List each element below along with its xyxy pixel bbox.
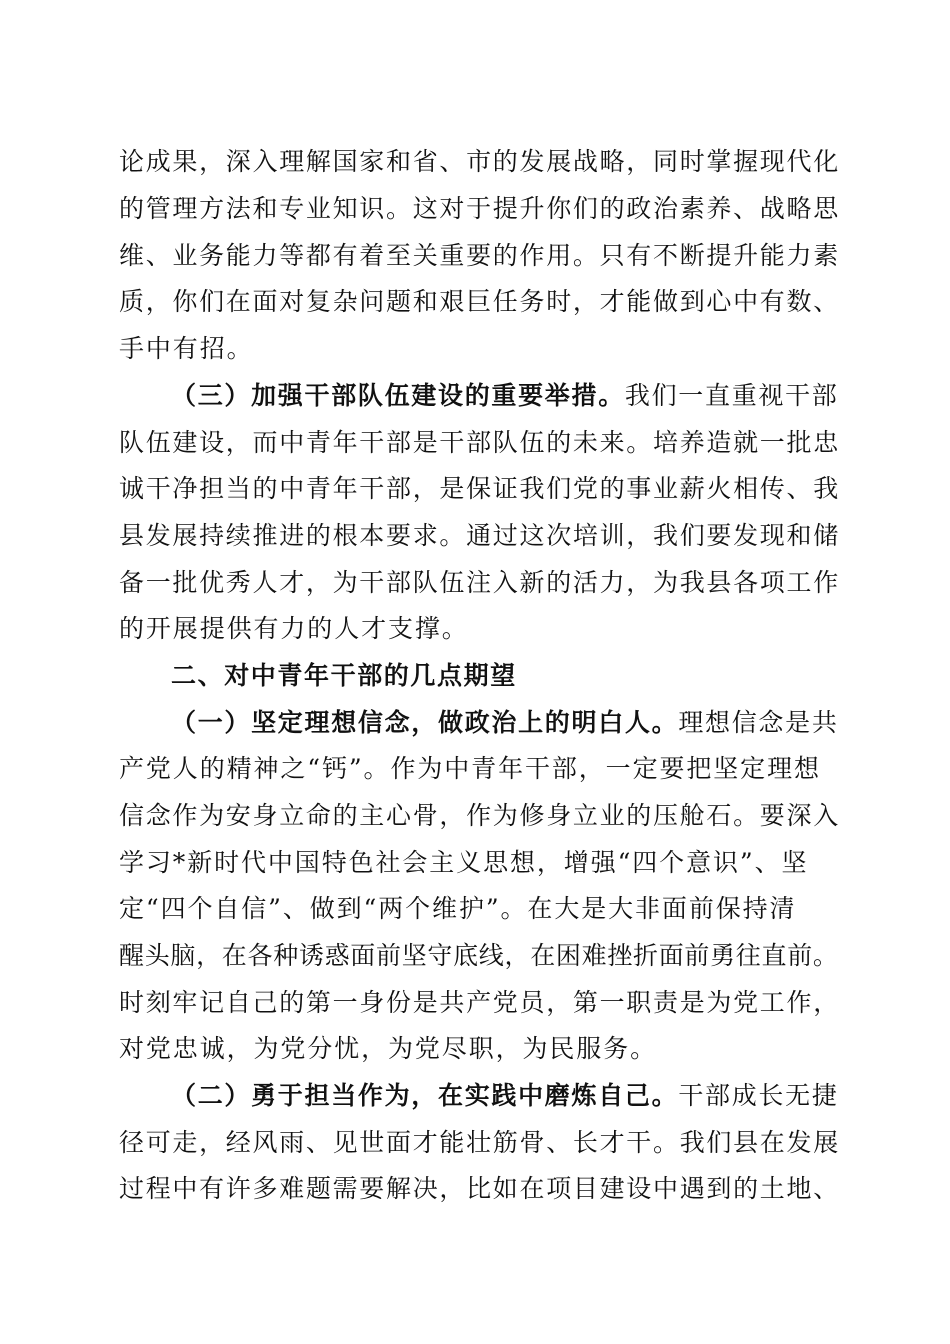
text-line: 论成果，深入理解国家和省、市的发展战略，同时掌握现代化 bbox=[119, 147, 840, 176]
text-line: 备一批优秀人才，为干部队伍注入新的活力，为我县各项工作 bbox=[119, 568, 840, 597]
text-line: 定“四个自信”、做到“两个维护”。在大是大非面前保持清 bbox=[119, 894, 797, 923]
text-line: 学习*新时代中国特色社会主义思想，增强“四个意识”、坚 bbox=[119, 848, 809, 877]
text-line: 信念作为安身立命的主心骨，作为修身立业的压舱石。要深入 bbox=[119, 801, 840, 830]
paragraph-two-first-rest: 干部成长无捷 bbox=[678, 1081, 839, 1110]
text-line: 的开展提供有力的人才支撑。 bbox=[119, 614, 469, 643]
paragraph-two-first-line bbox=[171, 1076, 839, 1116]
text-line: 径可走，经风雨、见世面才能壮筋骨、长才干。我们县在发展 bbox=[119, 1128, 840, 1157]
text-line: 诚干净担当的中青年干部，是保证我们党的事业薪火相传、我 bbox=[119, 474, 840, 503]
paragraph-one-first-rest: 理想信念是共 bbox=[678, 708, 839, 737]
paragraph-two-lead: （二）勇于担当作为，在实践中磨炼自己。 bbox=[171, 1081, 679, 1110]
text-line: 对党忠诚，为党分忧，为党尽职，为民服务。 bbox=[119, 1034, 658, 1063]
text-line: 的管理方法和专业知识。这对于提升你们的政治素养、战略思 bbox=[119, 194, 840, 223]
text-line: 维、业务能力等都有着至关重要的作用。只有不断提升能力素 bbox=[119, 241, 840, 270]
paragraph-three-lead: （三）加强干部队伍建设的重要举措。 bbox=[171, 381, 625, 410]
text-line: 队伍建设，而中青年干部是干部队伍的未来。培养造就一批忠 bbox=[119, 428, 840, 457]
paragraph-one-lead: （一）坚定理想信念，做政治上的明白人。 bbox=[171, 708, 679, 737]
text-line: 手中有招。 bbox=[119, 334, 254, 363]
paragraph-three-first-rest: 我们一直重视干部 bbox=[624, 381, 839, 410]
paragraph-three-first-line bbox=[171, 376, 839, 416]
section-heading: 二、对中青年干部的几点期望 bbox=[171, 661, 517, 690]
text-line: 过程中有许多难题需要解决，比如在项目建设中遇到的土地、 bbox=[119, 1174, 840, 1203]
text-line: 县发展持续推进的根本要求。通过这次培训，我们要发现和储 bbox=[119, 521, 840, 550]
paragraph-one-first-line bbox=[171, 703, 839, 743]
text-line: 产党人的精神之“钙”。作为中青年干部，一定要把坚定理想 bbox=[119, 754, 821, 783]
text-line: 时刻牢记自己的第一身份是共产党员，第一职责是为党工作， bbox=[119, 988, 840, 1017]
text-line: 质，你们在面对复杂问题和艰巨任务时，才能做到心中有数、 bbox=[119, 287, 840, 316]
text-line: 醒头脑，在各种诱惑面前坚守底线，在困难挫折面前勇往直前。 bbox=[119, 941, 839, 970]
